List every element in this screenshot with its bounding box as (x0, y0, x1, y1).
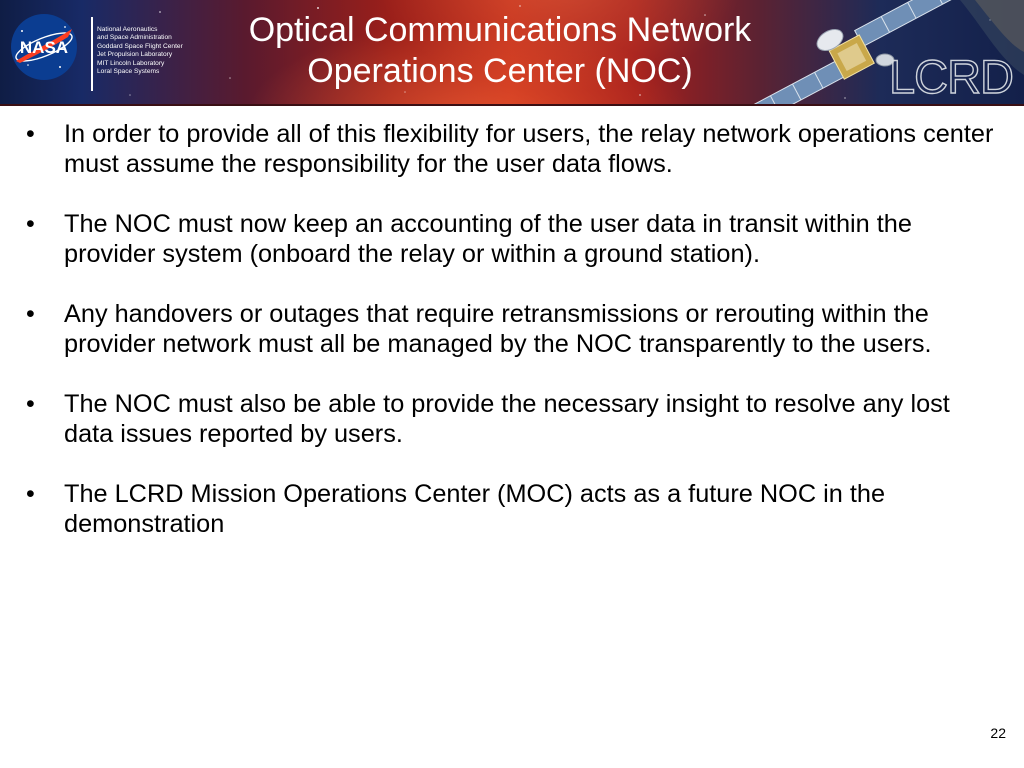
bullet-list (25, 119, 1000, 569)
partner-line: MIT Lincoln Laboratory (97, 59, 165, 67)
bullet-text: The NOC must also be able to provide the necessary insight to resolve any lost data issues reported by users. (64, 390, 950, 448)
partner-list (97, 26, 207, 76)
header-banner (0, 0, 1024, 106)
nasa-logo (10, 13, 78, 81)
slide-title (200, 10, 800, 92)
bullet-text: Any handovers or outages that require retransmissions or rerouting within the provider network must all be managed by the NOC transparently to the users. (64, 300, 932, 358)
bullet-item (25, 119, 1000, 179)
logo-divider (91, 17, 93, 91)
partner-line: and Space Administration (97, 34, 172, 42)
banner-divider (0, 104, 1024, 106)
page-number: 22 (990, 725, 1006, 741)
slide-title-line-2: Operations Center (NOC) (307, 52, 693, 90)
bullet-dot-icon: • (26, 480, 35, 508)
bullet-item (25, 479, 1000, 539)
bullet-item (25, 299, 1000, 359)
bullet-text: In order to provide all of this flexibility for users, the relay network operations center must assume the responsibility for the user data flows. (64, 120, 994, 178)
partner-line: Loral Space Systems (97, 68, 160, 76)
bullet-text: The LCRD Mission Operations Center (MOC) acts as a future NOC in the demonstration (64, 480, 886, 538)
svg-text:NASA: NASA (19, 38, 69, 57)
partner-line: National Aeronautics (97, 26, 158, 33)
bullet-text: The NOC must now keep an accounting of the user data in transit within the provider system (onboard the relay or within a ground station). (64, 210, 912, 268)
partner-line: Goddard Space Flight Center (97, 42, 183, 50)
bullet-dot-icon: • (26, 300, 35, 328)
bullet-dot-icon: • (26, 120, 35, 148)
bullet-dot-icon: • (26, 210, 35, 238)
mission-logo: LCRD (889, 50, 1013, 103)
slide-title-line-1: Optical Communications Network (248, 11, 752, 49)
bullet-item (25, 209, 1000, 269)
bullet-dot-icon: • (26, 390, 35, 418)
bullet-item (25, 389, 1000, 449)
partner-line: Jet Propulsion Laboratory (97, 51, 173, 59)
